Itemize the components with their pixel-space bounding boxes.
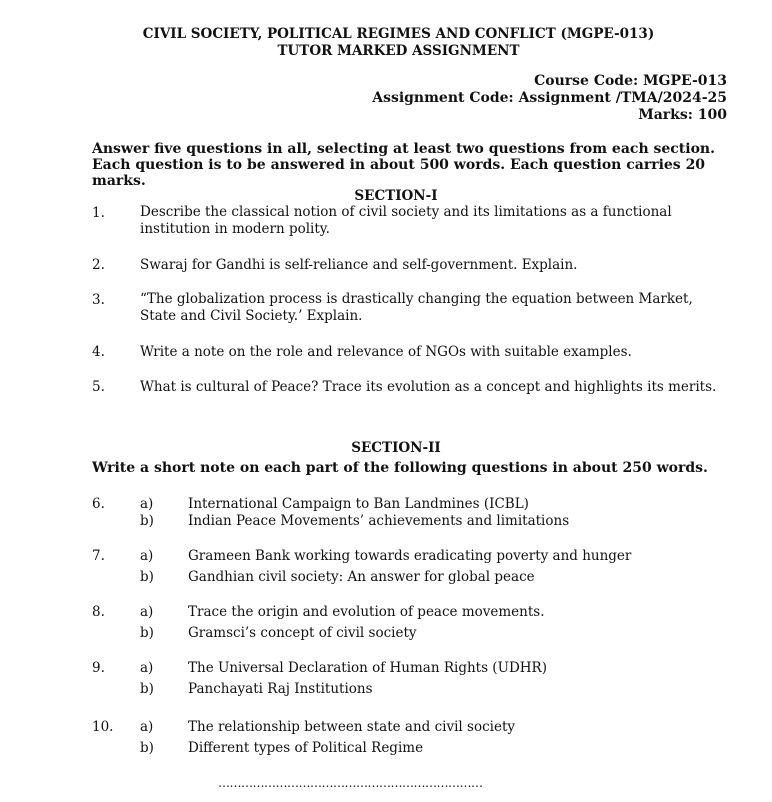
document-title: CIVIL SOCIETY, POLITICAL REGIMES AND CONFLICT (MGPE-013) <box>142 26 655 42</box>
part-label: b) <box>140 569 154 585</box>
assignment-code: Assignment Code: Assignment /TMA/2024-25 <box>372 90 727 106</box>
part-label: a) <box>140 719 154 735</box>
part-label: b) <box>140 513 154 529</box>
marks: Marks: 100 <box>638 107 727 123</box>
part-label: a) <box>140 604 154 620</box>
part-text: Indian Peace Movements’ achievements and limitations <box>188 513 570 529</box>
part-label: a) <box>140 548 154 564</box>
part-text: International Campaign to Ban Landmines (ICBL) <box>188 496 529 512</box>
question-number: 5. <box>92 379 105 395</box>
part-text: Trace the origin and evolution of peace movements. <box>188 604 545 620</box>
part-text: The relationship between state and civil society <box>188 719 515 735</box>
end-divider: …………………………………………………………… <box>218 776 483 790</box>
question-number: 6. <box>92 496 105 512</box>
section-2-heading: SECTION-II <box>351 440 441 456</box>
part-text: Panchayati Raj Institutions <box>188 681 373 697</box>
section-2-instructions: Write a short note on each part of the following questions in about 250 words. <box>92 460 708 476</box>
question-number: 9. <box>92 660 105 676</box>
general-instructions: Answer five questions in all, selecting at least two questions from each section. Each question is to be answered in about 500 words. Each question carries 20 marks. <box>92 141 715 189</box>
question-text: “The globalization process is drastically changing the equation between Market, State and Civil Society.’ Explain. <box>140 291 693 324</box>
part-text: Gramsci’s concept of civil society <box>188 625 417 641</box>
part-text: The Universal Declaration of Human Rights (UDHR) <box>188 660 547 676</box>
question-number: 7. <box>92 548 105 564</box>
question-number: 10. <box>92 719 114 735</box>
question-number: 4. <box>92 344 105 360</box>
question-text: What is cultural of Peace? Trace its evolution as a concept and highlights its merits. <box>140 379 717 395</box>
section-1-heading: SECTION-I <box>354 188 438 204</box>
part-text: Different types of Political Regime <box>188 740 424 756</box>
question-text: Write a note on the role and relevance of NGOs with suitable examples. <box>140 344 632 360</box>
part-label: b) <box>140 740 154 756</box>
question-number: 1. <box>92 205 105 221</box>
question-number: 8. <box>92 604 105 620</box>
question-text: Swaraj for Gandhi is self-reliance and self-government. Explain. <box>140 257 578 273</box>
course-code: Course Code: MGPE-013 <box>534 73 727 89</box>
question-number: 3. <box>92 292 105 308</box>
part-label: b) <box>140 625 154 641</box>
document-subtitle: TUTOR MARKED ASSIGNMENT <box>277 43 520 59</box>
part-label: a) <box>140 496 154 512</box>
question-text: Describe the classical notion of civil society and its limitations as a functional institution in modern polity. <box>140 204 672 237</box>
part-text: Grameen Bank working towards eradicating poverty and hunger <box>188 548 632 564</box>
part-label: b) <box>140 681 154 697</box>
question-number: 2. <box>92 257 105 273</box>
part-label: a) <box>140 660 154 676</box>
part-text: Gandhian civil society: An answer for global peace <box>188 569 535 585</box>
